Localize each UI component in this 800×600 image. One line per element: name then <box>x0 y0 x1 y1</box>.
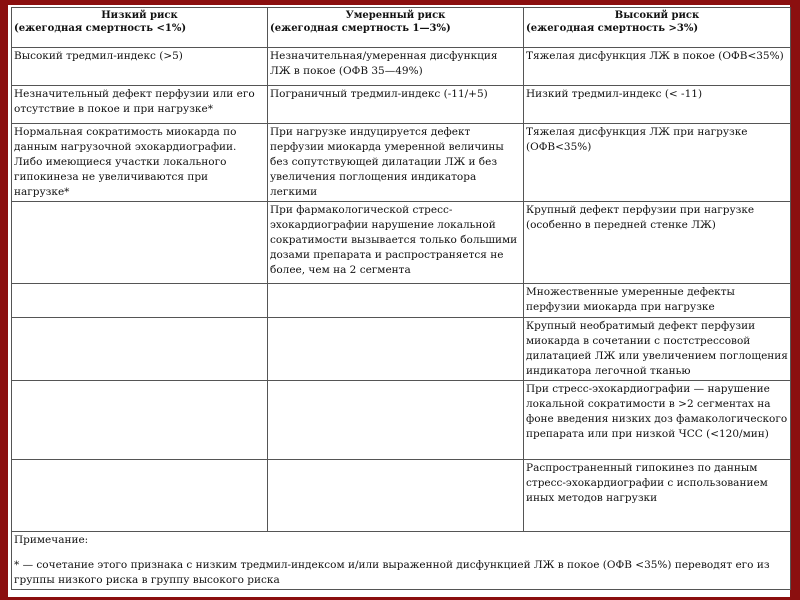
cell-low: Высокий тредмил-индекс (>5) <box>12 48 268 86</box>
cell-high: Тяжелая дисфункция ЛЖ при нагрузке (ОФВ<35%) <box>524 124 791 202</box>
cell-high: Тяжелая дисфункция ЛЖ в покое (ОФВ<35%) <box>524 48 791 86</box>
cell-low <box>12 381 268 460</box>
cell-moderate <box>268 460 524 532</box>
slide <box>8 5 790 597</box>
header-moderate-risk <box>268 8 524 48</box>
cell-moderate: При нагрузке индуцируется дефект перфузии миокарда умеренной величины без сопутствующей дилатации ЛЖ и без увеличения поглощения индикатора легкими <box>268 124 524 202</box>
cell-high: Низкий тредмил-индекс (< -11) <box>524 86 791 124</box>
table-row <box>12 284 791 318</box>
cell-low: Нормальная сократимость миокарда по данным нагрузочной эхокардиографии. Либо имеющиеся участки локального гипокинеза не увеличиваются при нагрузке* <box>12 124 268 202</box>
header-row <box>12 8 791 48</box>
cell-low <box>12 284 268 318</box>
cell-moderate: При фармакологической стресс-эхокардиографии нарушение локальной сократимости вызывается только большими дозами препарата и распространяется не более, чем на 2 сегмента <box>268 202 524 284</box>
header-subtitle: (ежегодная смертность >3%) <box>526 23 699 34</box>
cell-high: Множественные умеренные дефекты перфузии миокарда при нагрузке <box>524 284 791 318</box>
note-label: Примечание: <box>14 534 89 546</box>
cell-low <box>12 202 268 284</box>
cell-high: Крупный необратимый дефект перфузии миокарда в сочетании с постстрессовой дилатацией ЛЖ или увеличением поглощения индикатора легочной тканью <box>524 318 791 381</box>
cell-high: Крупный дефект перфузии при нагрузке (особенно в передней стенке ЛЖ) <box>524 202 791 284</box>
cell-moderate <box>268 318 524 381</box>
table-row <box>12 318 791 381</box>
cell-low <box>12 318 268 381</box>
note-text: * — сочетание этого признака с низким тредмил-индексом и/или выраженной дисфункцией ЛЖ в покое (ОФВ <35%) переводят его из группы низкого риска в группу высокого риска <box>14 559 770 586</box>
cell-high: При стресс-эхокардиографии — нарушение локальной сократимости в >2 сегментах на фоне введения низких доз фамакологического препарата или при низкой ЧСС (<120/мин) <box>524 381 791 460</box>
risk-table <box>11 7 791 590</box>
table-row <box>12 86 791 124</box>
cell-low: Незначительный дефект перфузии или его отсутствие в покое и при нагрузке* <box>12 86 268 124</box>
note-row <box>12 532 791 590</box>
table-row <box>12 460 791 532</box>
header-subtitle: (ежегодная смертность 1—3%) <box>270 23 451 34</box>
header-low-risk <box>12 8 268 48</box>
cell-moderate: Незначительная/умеренная дисфункция ЛЖ в покое (ОФВ 35—49%) <box>268 48 524 86</box>
table-row <box>12 124 791 202</box>
cell-low <box>12 460 268 532</box>
header-title: Умеренный риск <box>345 10 446 21</box>
table-row <box>12 381 791 460</box>
table-row <box>12 202 791 284</box>
cell-moderate <box>268 284 524 318</box>
cell-moderate <box>268 381 524 460</box>
table-row <box>12 48 791 86</box>
header-title: Высокий риск <box>614 10 700 21</box>
header-subtitle: (ежегодная смертность <1%) <box>14 23 187 34</box>
cell-high: Распространенный гипокинез по данным стресс-эхокардиографии с использованием иных методов нагрузки <box>524 460 791 532</box>
note-cell <box>12 532 791 590</box>
header-title: Низкий риск <box>101 10 178 21</box>
header-high-risk <box>524 8 791 48</box>
cell-moderate: Пограничный тредмил-индекс (-11/+5) <box>268 86 524 124</box>
